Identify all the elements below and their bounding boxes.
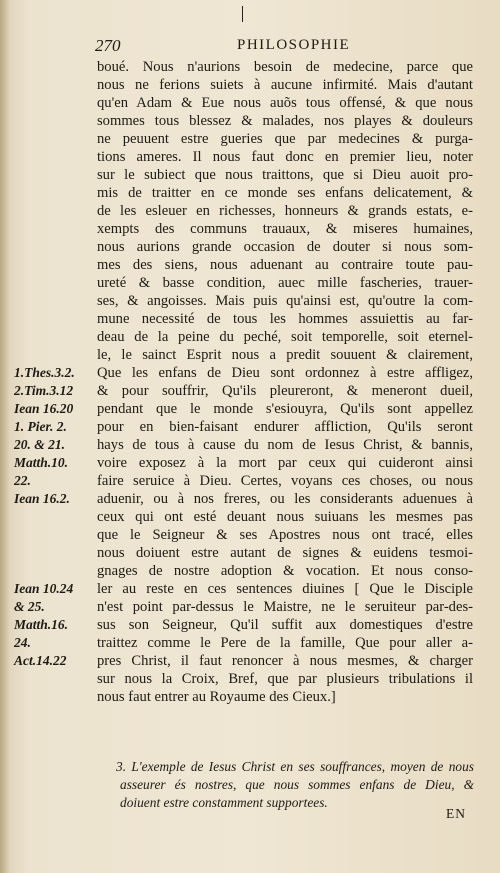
text-line: faire seruice à Dieu. Certes, voyans ces choses, ou nous (97, 473, 473, 489)
margin-reference: Iean 16.20 (14, 401, 74, 416)
page-number: 270 (95, 36, 121, 55)
text-line: sur nous la Croix, Bref, que par plusieurs tribulations il (97, 671, 473, 687)
text-line: & pour souffrir, Qu'ils pleureront, & meneront dueil, (97, 383, 473, 399)
margin-reference: 22. (14, 473, 31, 488)
text-line: le, le sainct Esprit nous a predit souuent & clairement, (97, 347, 473, 363)
margin-reference: 24. (14, 635, 31, 650)
text-line: sommes tous blessez & malades, nos playes & douleurs (97, 113, 473, 129)
text-line: xempts des communs trauaux, & miseres humaines, (97, 221, 473, 237)
text-line: Que les enfans de Dieu sont ordonnez à estre affligez, (97, 365, 473, 381)
margin-reference: 1.Thes.3.2. (14, 365, 75, 380)
text-line: hays de tous à cause du nom de Iesus Christ, & bannis, (97, 437, 473, 453)
margin-reference: 1. Pier. 2. (14, 419, 67, 434)
text-line: mune necessité de tous les hommes assuiettis au far- (97, 311, 473, 327)
text-line: voire exposez à la mort par ceux qui cuideront ainsi (97, 455, 473, 471)
text-line: boué. Nous n'aurions besoin de medecine, parce que (97, 59, 473, 75)
text-line: ne peuuent estre gueries que par medecines & purga- (97, 131, 473, 147)
text-line: gnages de nostre adoption & vocation. Et nous conso- (97, 563, 473, 579)
margin-reference: Iean 16.2. (14, 491, 70, 506)
text-line: ureté & basse condition, auec mille fascheries, trauer- (97, 275, 473, 291)
text-line: ses, & angoisses. Mais puis qu'ainsi est, qu'outre la com- (97, 293, 473, 309)
sidenote-line: doiuent estre constamment supportees. (120, 795, 328, 810)
text-line: nous faut entrer au Royaume des Cieux.] (97, 689, 336, 705)
text-line: pendant que le monde s'esiouyra, Qu'ils sont appellez (97, 401, 473, 417)
gutter-shadow (0, 0, 10, 873)
text-line: nous ne ferions suiets à aucune infirmité. Mais d'autant (97, 77, 473, 93)
margin-reference: Iean 10.24 (14, 581, 74, 596)
page-header (0, 36, 500, 56)
text-line: deau de la peine du peché, soit temporelle, soit eternel- (97, 329, 473, 345)
text-line: sur le subiect que nous traittons, que si Dieu auoit pro- (97, 167, 473, 183)
margin-reference: 20. & 21. (14, 437, 66, 452)
margin-reference: Matth.10. (14, 455, 69, 470)
text-line: ler au reste en ces sentences diuines [ Que le Disciple (97, 581, 473, 597)
text-line: tions ameres. Il nous faut donc en premier lieu, noter (97, 149, 473, 165)
sidenote-line: asseurer és nostres, que nous sommes enfans de Dieu, & (120, 777, 474, 792)
margin-reference: Act.14.22 (14, 653, 67, 668)
text-line: nous doiuent estre autant de signes & euidens tesmoi- (97, 545, 473, 561)
text-line: nous aurions grande occasion de douter si nous som- (97, 239, 473, 255)
text-line: qu'en Adam & Eue nous auõs tous offensé, & que nous (97, 95, 473, 111)
top-tick-mark (242, 6, 243, 22)
text-line: pour en bien-faisant endurer affliction, Qu'ils seront (97, 419, 473, 435)
sidenote-line: 3. L'exemple de Iesus Christ en ses souffrances, moyen de nous (116, 759, 474, 774)
text-line: pres Christ, il faut renoncer à nous mesmes, & charger (97, 653, 473, 669)
margin-reference: Matth.16. (14, 617, 69, 632)
text-line: de les esleuer en richesses, honneurs & grands estats, e- (97, 203, 473, 219)
text-line: n'est point par-dessus le Maistre, ne le seruiteur par-des- (97, 599, 473, 615)
text-line: mes des siens, nous aduenant au contraire toute pau- (97, 257, 473, 273)
running-head: PHILOSOPHIE (237, 37, 351, 53)
text-line: que le Seigneur & ses Apostres nous ont tracé, elles (97, 527, 473, 543)
catchword: EN (446, 806, 466, 821)
text-line: mis de traitter en ce monde ses enfans delicatement, & (97, 185, 473, 201)
text-line: ceux qui ont esté deuant nous suiuans les mesmes pas (97, 509, 473, 525)
text-line: sus son Seigneur, Qu'il suffit aux domestiques d'estre (97, 617, 473, 633)
margin-reference: & 25. (14, 599, 45, 614)
margin-reference: 2.Tim.3.12 (14, 383, 74, 398)
text-line: traittez comme le Pere de la famille, Que pour aller a- (97, 635, 473, 651)
text-line: aduenir, ou à nos freres, ou les considerants aduenues à (97, 491, 473, 507)
